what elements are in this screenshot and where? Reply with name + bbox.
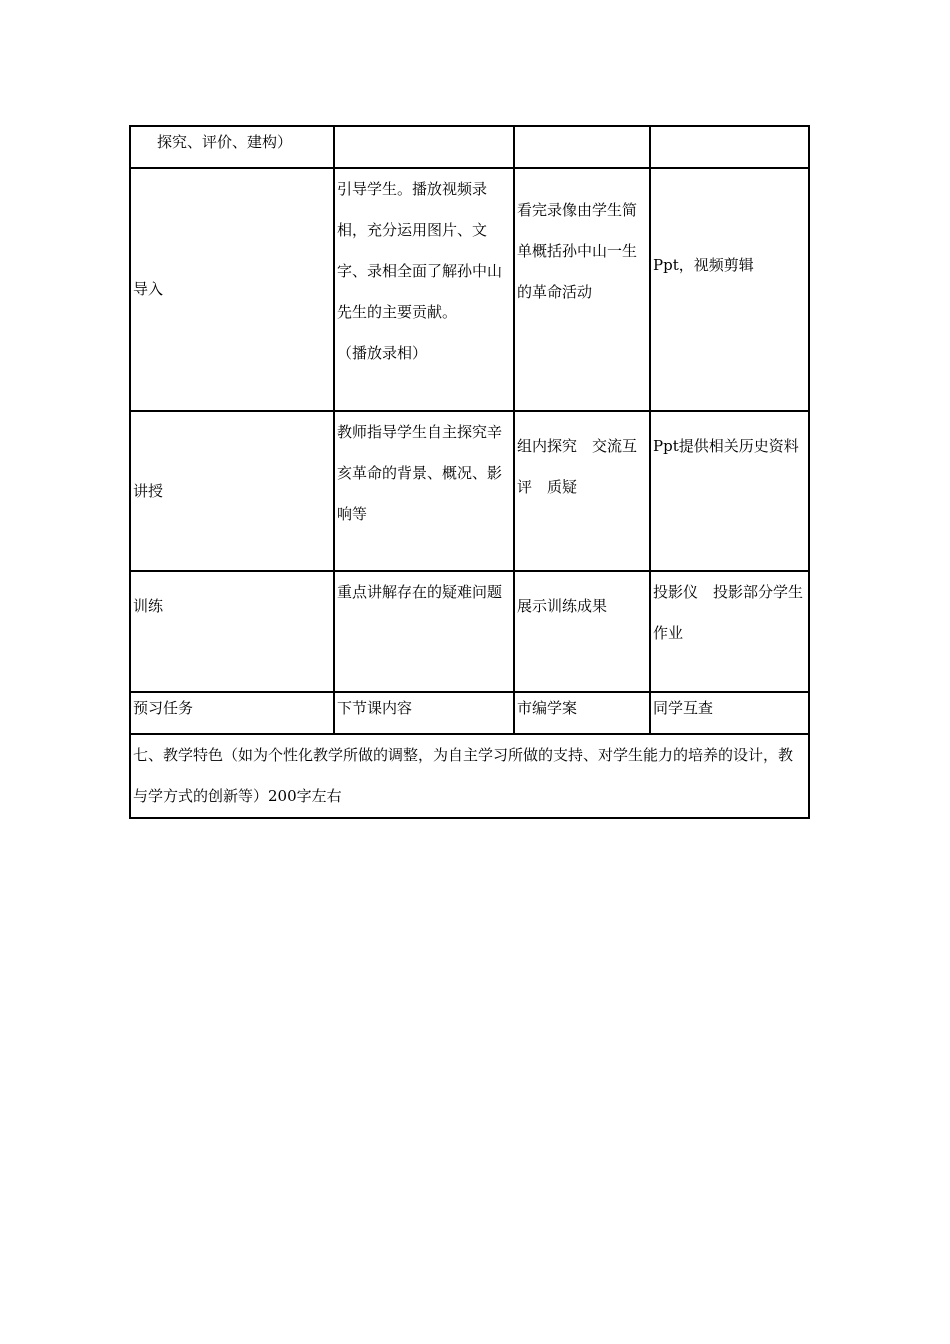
teacher-activity-text: 重点讲解存在的疑难问题 bbox=[337, 583, 503, 601]
media-cell bbox=[650, 126, 809, 168]
teacher-activity-text: 引导学生。播放视频录相，充分运用图片、文字、录相全面了解孙中山先生的主要贡献。 bbox=[337, 180, 503, 321]
teacher-activity-cell bbox=[334, 168, 514, 411]
stage-label: 讲授 bbox=[133, 481, 164, 500]
teacher-activity-text: 下节课内容 bbox=[337, 699, 413, 717]
section-seven-heading: 七、教学特色（如为个性化教学所做的调整，为自主学习所做的支持、对学生能力的培养的设计，教与学方式的创新等）200字左右 bbox=[133, 746, 794, 805]
media-cell bbox=[650, 692, 809, 734]
student-activity-cell bbox=[514, 411, 650, 571]
media-text: Ppt提供相关历史资料 bbox=[653, 437, 799, 455]
media-cell bbox=[650, 168, 809, 411]
stage-cell bbox=[130, 126, 334, 168]
table-row bbox=[130, 692, 809, 734]
stage-label: 探究、评价、建构） bbox=[157, 133, 293, 151]
student-activity-text: 看完录像由学生简单概括孙中山一生的革命活动 bbox=[517, 201, 638, 301]
student-activity-text: 组内探究 交流互评 质疑 bbox=[517, 437, 638, 496]
table-row bbox=[130, 411, 809, 571]
student-activity-cell bbox=[514, 168, 650, 411]
media-cell bbox=[650, 411, 809, 571]
media-text: 投影仪 投影部分学生作业 bbox=[653, 583, 804, 642]
student-activity-cell bbox=[514, 126, 650, 168]
stage-cell bbox=[130, 692, 334, 734]
lesson-plan-table bbox=[129, 125, 810, 819]
media-text: 同学互查 bbox=[653, 699, 714, 717]
stage-label: 导入 bbox=[133, 280, 164, 298]
table-row bbox=[130, 126, 809, 168]
student-activity-text: 展示训练成果 bbox=[517, 597, 608, 615]
teacher-activity-cell bbox=[334, 126, 514, 168]
student-activity-cell bbox=[514, 571, 650, 692]
teacher-activity-cell bbox=[334, 411, 514, 571]
media-text: Ppt，视频剪辑 bbox=[653, 256, 754, 274]
media-cell bbox=[650, 571, 809, 692]
teacher-activity-text: 教师指导学生自主探究辛亥革命的背景、概况、影响等 bbox=[337, 423, 503, 523]
stage-cell bbox=[130, 411, 334, 571]
stage-cell bbox=[130, 571, 334, 692]
teacher-activity-cell bbox=[334, 571, 514, 692]
table-row bbox=[130, 168, 809, 411]
table-row bbox=[130, 734, 809, 818]
teacher-activity-cell bbox=[334, 692, 514, 734]
stage-label: 预习任务 bbox=[133, 699, 194, 717]
student-activity-text: 市编学案 bbox=[517, 699, 578, 717]
student-activity-cell bbox=[514, 692, 650, 734]
teacher-activity-note: （播放录相） bbox=[337, 344, 428, 362]
table-row bbox=[130, 571, 809, 692]
stage-cell bbox=[130, 168, 334, 411]
section-seven-cell bbox=[130, 734, 809, 818]
stage-label: 训练 bbox=[133, 597, 164, 615]
